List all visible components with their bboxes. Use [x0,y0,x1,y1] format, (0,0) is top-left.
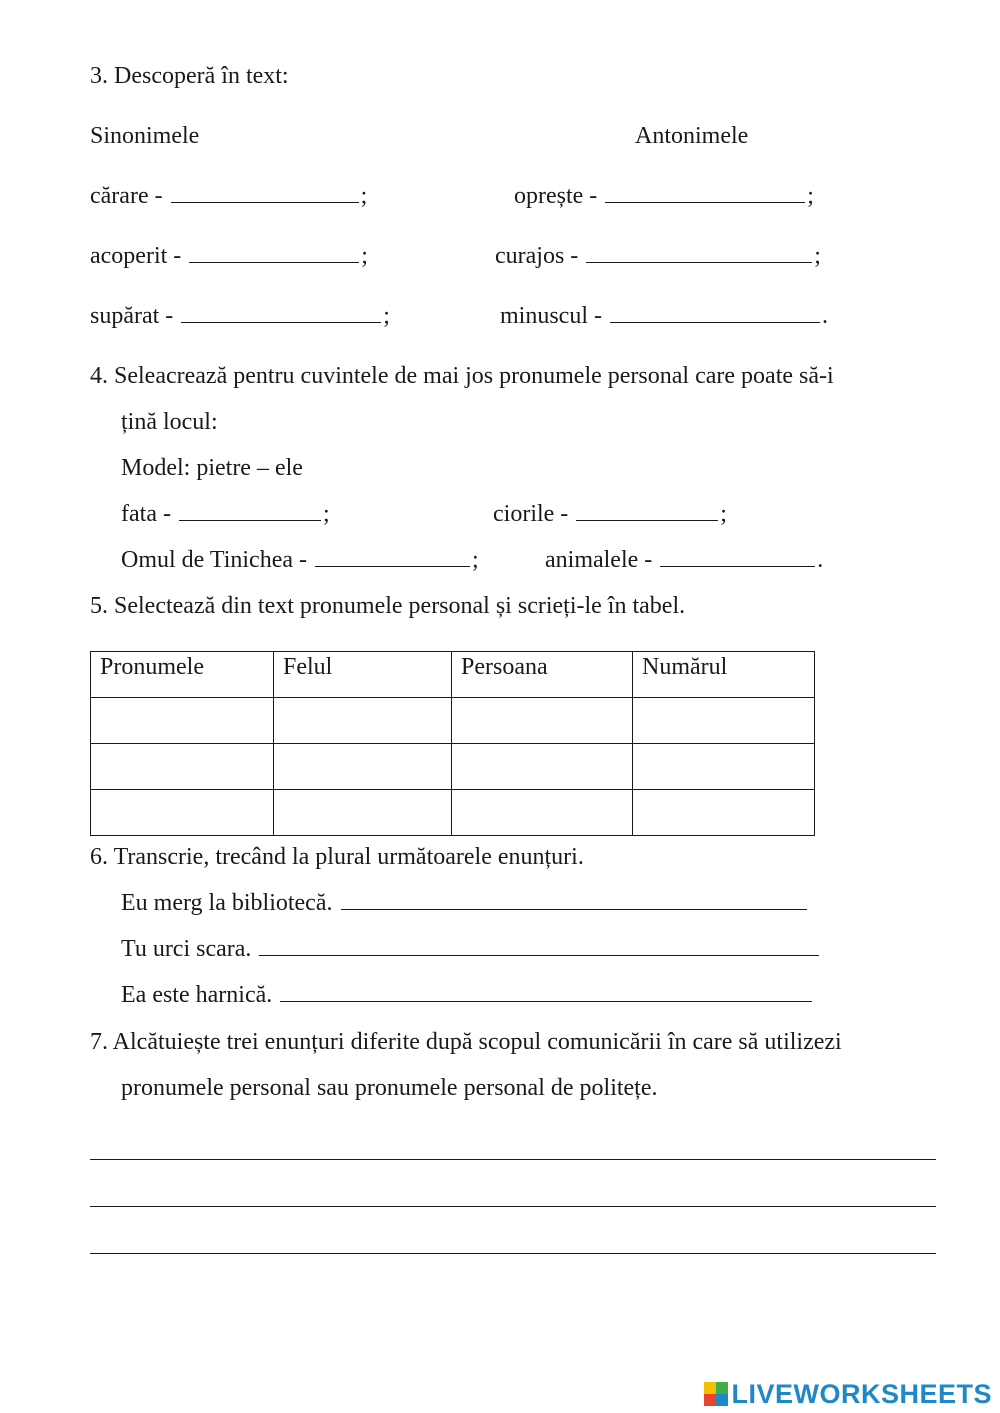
antonyms-heading: Antonimele [635,123,749,149]
sentence-row [121,889,809,917]
table-header-row [91,652,815,698]
antonym-answer-blank[interactable] [610,302,820,323]
synonym-answer-blank[interactable] [189,242,359,263]
brand-name: LIVEWORKSHEETS [731,1378,992,1409]
logo-mark-icon [704,1382,728,1406]
table-header-cell: Felul [274,652,452,698]
table-cell[interactable] [452,790,633,836]
table-row [91,698,815,744]
synonym-word: cărare - [90,183,163,209]
synonym-row [90,242,368,270]
table-cell[interactable] [633,744,815,790]
table-header-cell: Numărul [633,652,815,698]
pronoun-word: ciorile - [493,501,569,527]
table-cell[interactable] [452,698,633,744]
synonym-answer-blank[interactable] [171,182,359,203]
synonym-row [90,182,367,210]
semicolon: ; [720,501,727,527]
q4-model: Model: pietre – ele [121,455,303,481]
table-cell[interactable] [633,790,815,836]
synonym-row [90,302,390,330]
table-header-cell: Persoana [452,652,633,698]
table-cell[interactable] [274,790,452,836]
semicolon: ; [807,183,814,209]
table-cell[interactable] [274,698,452,744]
pronoun-table [90,651,815,836]
antonym-answer-blank[interactable] [605,182,805,203]
pronoun-row [493,500,727,528]
sentence-answer-blank[interactable] [341,889,807,910]
sentence-text: Tu urci scara. [121,936,252,962]
pronoun-row [121,546,479,574]
q7-title: 7. Alcătuiește trei enunțuri diferite după scopul comunicării în care să utilizezi [90,1029,842,1055]
table-cell[interactable] [91,790,274,836]
sentence-text: Ea este harnică. [121,982,273,1008]
pronoun-answer-blank[interactable] [576,500,718,521]
q3-title: 3. Descoperă în text: [90,63,289,89]
q4-title-cont: țină locul: [121,409,218,435]
pronoun-answer-blank[interactable] [179,500,321,521]
semicolon: ; [383,303,390,329]
synonym-answer-blank[interactable] [181,302,381,323]
table-cell[interactable] [633,698,815,744]
table-cell[interactable] [91,744,274,790]
writing-line[interactable] [90,1159,936,1160]
sentence-text: Eu merg la bibliotecă. [121,890,333,916]
pronoun-word: fata - [121,501,171,527]
table-cell[interactable] [274,744,452,790]
table-row [91,790,815,836]
semicolon: ; [361,243,368,269]
period: . [822,303,828,329]
pronoun-answer-blank[interactable] [660,546,815,567]
sentence-row [121,935,821,963]
antonym-row [500,302,828,330]
semicolon: ; [472,547,479,573]
table-cell[interactable] [91,698,274,744]
semicolon: ; [814,243,821,269]
sentence-answer-blank[interactable] [280,981,812,1002]
pronoun-row [121,500,330,528]
antonym-row [495,242,821,270]
writing-line[interactable] [90,1253,936,1254]
table-cell[interactable] [452,744,633,790]
antonym-word: minuscul - [500,303,602,329]
synonym-word: supărat - [90,303,174,329]
liveworksheets-logo [704,1377,992,1411]
semicolon: ; [322,501,330,527]
pronoun-answer-blank[interactable] [315,546,470,567]
table-header-cell: Pronumele [91,652,274,698]
pronoun-word: Omul de Tinichea - [121,547,307,573]
antonym-word: curajos - [495,243,579,269]
pronoun-row [545,546,823,574]
semicolon: ; [360,183,368,209]
q4-title: 4. Seleacrează pentru cuvintele de mai jos pronumele personal care poate să-i [90,363,834,389]
sentence-answer-blank[interactable] [259,935,819,956]
period: . [817,547,824,573]
q7-title-cont: pronumele personal sau pronumele personal de politețe. [121,1075,658,1101]
antonym-answer-blank[interactable] [586,242,812,263]
antonym-word: oprește - [514,183,598,209]
synonym-word: acoperit - [90,243,182,269]
q5-title: 5. Selectează din text pronumele personal și scrieți-le în tabel. [90,593,686,619]
pronoun-word: animalele - [545,547,653,573]
writing-line[interactable] [90,1206,936,1207]
table-row [91,744,815,790]
sentence-row [121,981,814,1009]
synonyms-heading: Sinonimele [90,123,200,149]
q6-title: 6. Transcrie, trecând la plural următoarele enunțuri. [90,844,584,870]
antonym-row [514,182,814,210]
